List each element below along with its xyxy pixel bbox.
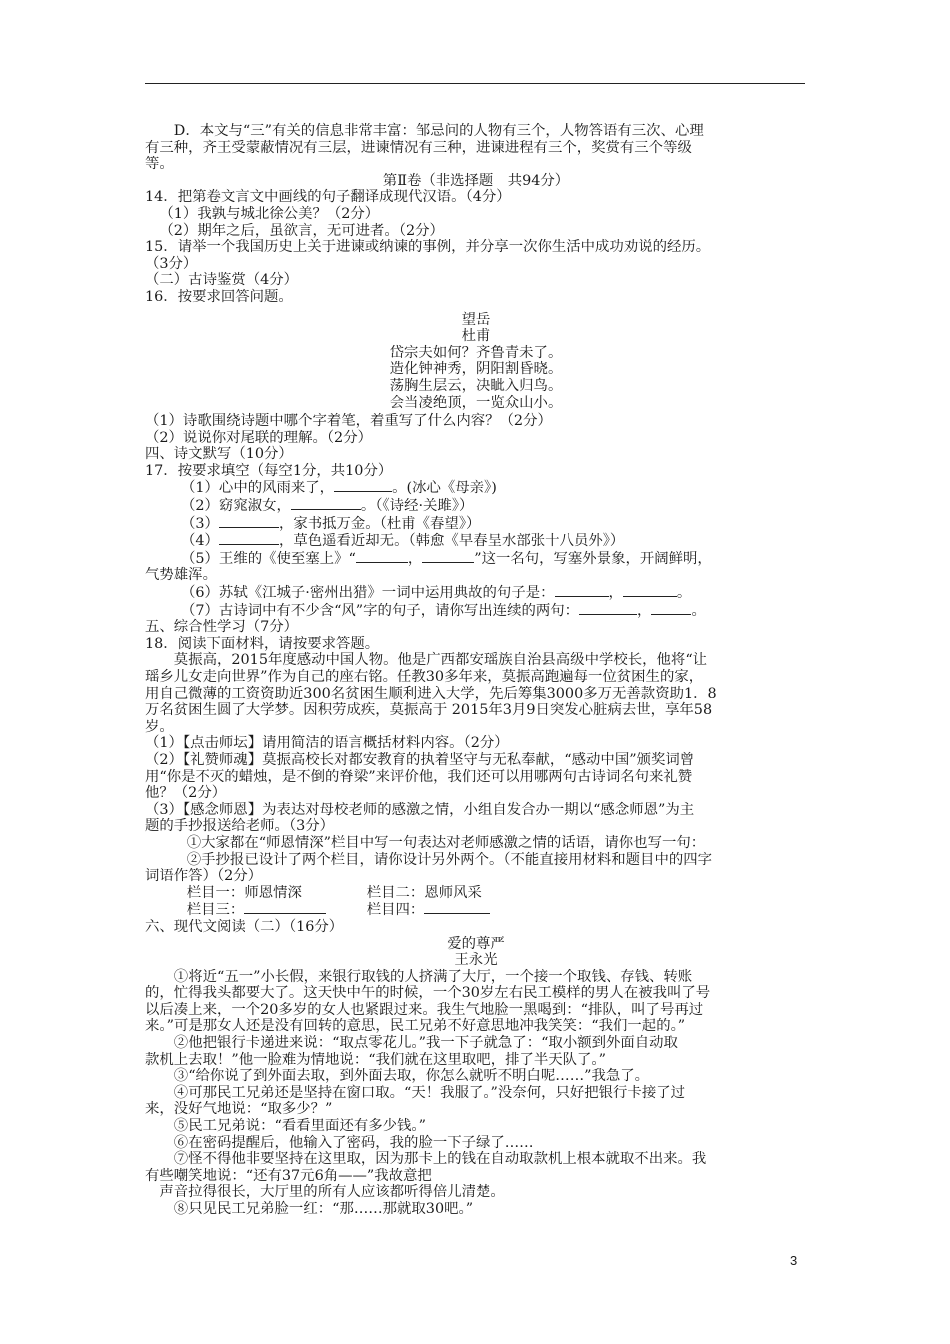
story-paragraph: 来。”可是那女人还是没有回转的意思，民工兄弟不好意思地冲我笑笑：“我们一起的。” [145, 1018, 686, 1035]
story-paragraph: 声音拉得很长，大厅里的所有人应该都听得倍儿清楚。 [159, 1184, 505, 1201]
poem-line: 岱宗夫如何？齐鲁青未了。 [389, 344, 563, 361]
story-paragraph: 以后凑上来，一个20多岁的女人也紧跟过来。我生气地脸一黑喝到：“排队，叫了号再过 [145, 1001, 704, 1018]
text: 。(冰心《母亲》) [392, 480, 497, 497]
option-d-line: D．本文与“三”有关的信息非常丰富：邹忌问的人物有三个，人物答语有三次、心理 [173, 123, 704, 139]
text: （1）心中的风雨来了， [181, 480, 335, 497]
section-heading: （二）古诗鉴赏（4分） [145, 272, 299, 289]
question-16-1: （1）诗歌围绕诗题中哪个字着笔，着重写了什么内容？（2分） [145, 413, 552, 430]
material-line: 岁。 [145, 718, 174, 735]
poem-line: 造化钟神秀，阴阳割昏晓。 [389, 361, 563, 378]
text: （7）古诗词中有不少含“风”字的句子，请你写出连续的两句： [181, 602, 580, 619]
question-18-3: 题的手抄报送给老师。（3分） [145, 818, 335, 835]
story-paragraph: ④可那民工兄弟还是坚持在窗口取。“天！我服了。”没奈何，只好把银行卡接了过 [173, 1084, 685, 1101]
question-17-7 [145, 602, 807, 620]
text: （3） [181, 515, 219, 532]
question-14: 14．把第卷文言文中画线的句子翻译成现代汉语。（4分） [145, 189, 511, 206]
question-18-3: （3）【感念师恩】为表达对母校老师的感激之情，小组自发合办一期以“感念师恩”为主 [145, 801, 695, 818]
answer-blank[interactable] [291, 497, 361, 510]
question-17-5-cont: 气势雄浑。 [145, 567, 217, 584]
column-four [367, 901, 491, 919]
question-18-2: 他？（2分） [145, 785, 227, 802]
section-heading: 六、现代文阅读（二）（16分） [145, 918, 344, 935]
answer-blank[interactable] [424, 901, 490, 914]
story-paragraph: 来，没好气地说：“取多少？” [145, 1101, 333, 1118]
material-line: 莫振高，2015年度感动中国人物。他是广西都安瑶族自治县高级中学校长，他将“让 [173, 652, 708, 669]
story-paragraph: ⑤民工兄弟说：“看看里面还有多少钱。” [173, 1118, 426, 1135]
material-line: 瑶乡儿女走向世界”作为自己的座右铭。任教30多年来，莫振高跑遍每一位贫困生的家， [145, 669, 704, 685]
question-17-2 [145, 497, 807, 515]
story-paragraph: ②他把银行卡递进来说：“取点零花儿。”我一下子就急了：“取小额到外面自动取 [173, 1035, 678, 1052]
poem-author: 杜甫 [461, 328, 491, 345]
story-title: 爱的尊严 [447, 935, 505, 952]
story-paragraph: ③“给你说了到外面去取，到外面去取，你怎么就听不明白呢……”我急了。 [173, 1068, 650, 1085]
option-d-line: 有三种，齐王受蒙蔽情况有三层，进谏情况有三种，进谏进程有三个，奖赏有三个等级 [145, 139, 692, 156]
page-number: 3 [790, 1253, 798, 1268]
text: （2）窈窕淑女， [181, 498, 291, 515]
text: 。（《诗经·关雎》） [360, 498, 474, 515]
answer-blank[interactable] [356, 550, 408, 563]
answer-blank[interactable] [651, 602, 691, 615]
poem [145, 312, 807, 412]
story-paragraph: ⑧只见民工兄弟脸一红：“那……那就取30吧。” [173, 1201, 474, 1217]
text: ”这一名句，写塞外景象，开阔鲜明， [474, 550, 712, 567]
column-one: 栏目一：师恩情深 [186, 884, 302, 901]
question-18-3-sub: 词语作答）（2分） [145, 868, 263, 885]
material-line: 万名贫困生圆了大学梦。因积劳成疾，莫振高于 2015年3月9日突发心脏病去世，享年58 [145, 702, 713, 719]
column-two: 栏目二：恩师风采 [366, 884, 482, 901]
text: 。 [676, 585, 692, 602]
question-14-1: （1）我孰与城北徐公美？（2分） [159, 205, 380, 222]
text: ，草色遥看近却无。（韩愈《早春呈水部张十八员外》） [278, 533, 625, 550]
page-content [145, 123, 807, 1218]
question-17-4 [145, 532, 807, 550]
question-17-1 [145, 479, 807, 497]
answer-blank[interactable] [334, 479, 392, 492]
question-18-3-sub: ①大家都在“师恩情深”栏目中写一句表达对老师感激之情的话语，请你也写一句： [186, 834, 706, 851]
story-paragraph: ①将近“五一”小长假，来银行取钱的人挤满了大厅，一个接一个取钱、存钱、转账 [173, 968, 693, 985]
column-row [145, 885, 807, 902]
question-15: （3分） [145, 255, 198, 272]
material-line: 用自己微薄的工资资助近300名贫困生顺利进入大学，先后筹集3000多万无善款资助1．8 [145, 685, 717, 702]
poem-title: 望岳 [461, 311, 491, 328]
story-paragraph: 的，忙得我头都要大了。这天快中午的时候，一个30岁左右民工模样的男人在被我叫了号 [145, 985, 711, 1002]
question-16: 16．按要求回答问题。 [145, 288, 293, 305]
question-15: 15．请举一个我国历史上关于进谏或纳谏的事例，并分享一次你生活中成功劝说的经历。 [145, 239, 711, 256]
text: （4） [181, 533, 219, 550]
question-18: 18．阅读下面材料，请按要求答题。 [145, 635, 380, 652]
question-16-2: （2）说说你对尾联的理解。（2分） [145, 429, 372, 446]
story-paragraph: 有些嘲笑地说：“还有37元6角——”我故意把 [145, 1167, 432, 1184]
question-17-5 [145, 550, 807, 568]
column-three [187, 901, 367, 919]
question-18-1: （1）【点击师坛】请用简洁的语言概括材料内容。（2分） [145, 735, 509, 752]
text: ， [407, 550, 423, 567]
question-17-6 [145, 584, 807, 602]
text: 。 [691, 602, 706, 619]
answer-blank[interactable] [219, 532, 279, 545]
text: ， [608, 585, 623, 602]
answer-blank[interactable] [579, 602, 637, 615]
question-14-2: （2）期年之后，虽欲言，无可进者。（2分） [159, 222, 444, 239]
poem-line: 会当凌绝顶，一览众山小。 [389, 394, 563, 411]
section-heading: 五、综合性学习（7分） [145, 619, 299, 636]
header-rule [145, 83, 805, 84]
column-row [145, 901, 807, 919]
story-paragraph: 款机上去取！”他一脸难为情地说：“我们就在这里取吧，排了半天队了。” [145, 1051, 606, 1068]
answer-blank[interactable] [244, 901, 326, 914]
story-author: 王永光 [454, 952, 498, 969]
poem-line: 荡胸生层云，决眦入归鸟。 [389, 377, 563, 394]
option-d-line: 等。 [145, 156, 174, 173]
question-18-2: （2）【礼赞师魂】莫振高校长对都安教育的执着坚守与无私奉献，“感动中国”颁奖词曾 [145, 751, 695, 768]
text: （5）王维的《使至塞上》“ [181, 550, 356, 567]
column-four-label: 栏目四： [366, 902, 425, 919]
volume-title: 第Ⅱ卷（非选择题 共94分） [382, 172, 570, 189]
question-18-2: 用“你是不灭的蜡烛，是不倒的脊梁”来评价他，我们还可以用哪两句古诗词名句来礼赞 [145, 768, 693, 785]
question-17-3 [145, 515, 807, 533]
text: （6）苏轼《江城子·密州出猎》一词中运用典故的句子是： [181, 585, 555, 602]
column-three-label: 栏目三： [186, 902, 245, 919]
answer-blank[interactable] [623, 584, 677, 597]
answer-blank[interactable] [219, 515, 279, 528]
text: ，家书抵万金。（杜甫《春望》） [278, 515, 481, 532]
story-paragraph: ⑦怪不得他非要坚持在这里取，因为那卡上的钱在自动取款机上根本就取不出来。我 [173, 1151, 707, 1168]
answer-blank[interactable] [555, 584, 609, 597]
story-paragraph: ⑥在密码提醒后，他输入了密码，我的脸一下子绿了…… [173, 1134, 534, 1151]
answer-blank[interactable] [422, 550, 474, 563]
question-17: 17．按要求填空（每空1分，共10分） [145, 462, 393, 479]
text: ， [637, 602, 652, 619]
question-18-3-sub: ②手抄报已设计了两个栏目，请你设计另外两个。（不能直接用材料和题目中的四字 [186, 851, 713, 868]
section-heading: 四、诗文默写（10分） [145, 446, 293, 463]
